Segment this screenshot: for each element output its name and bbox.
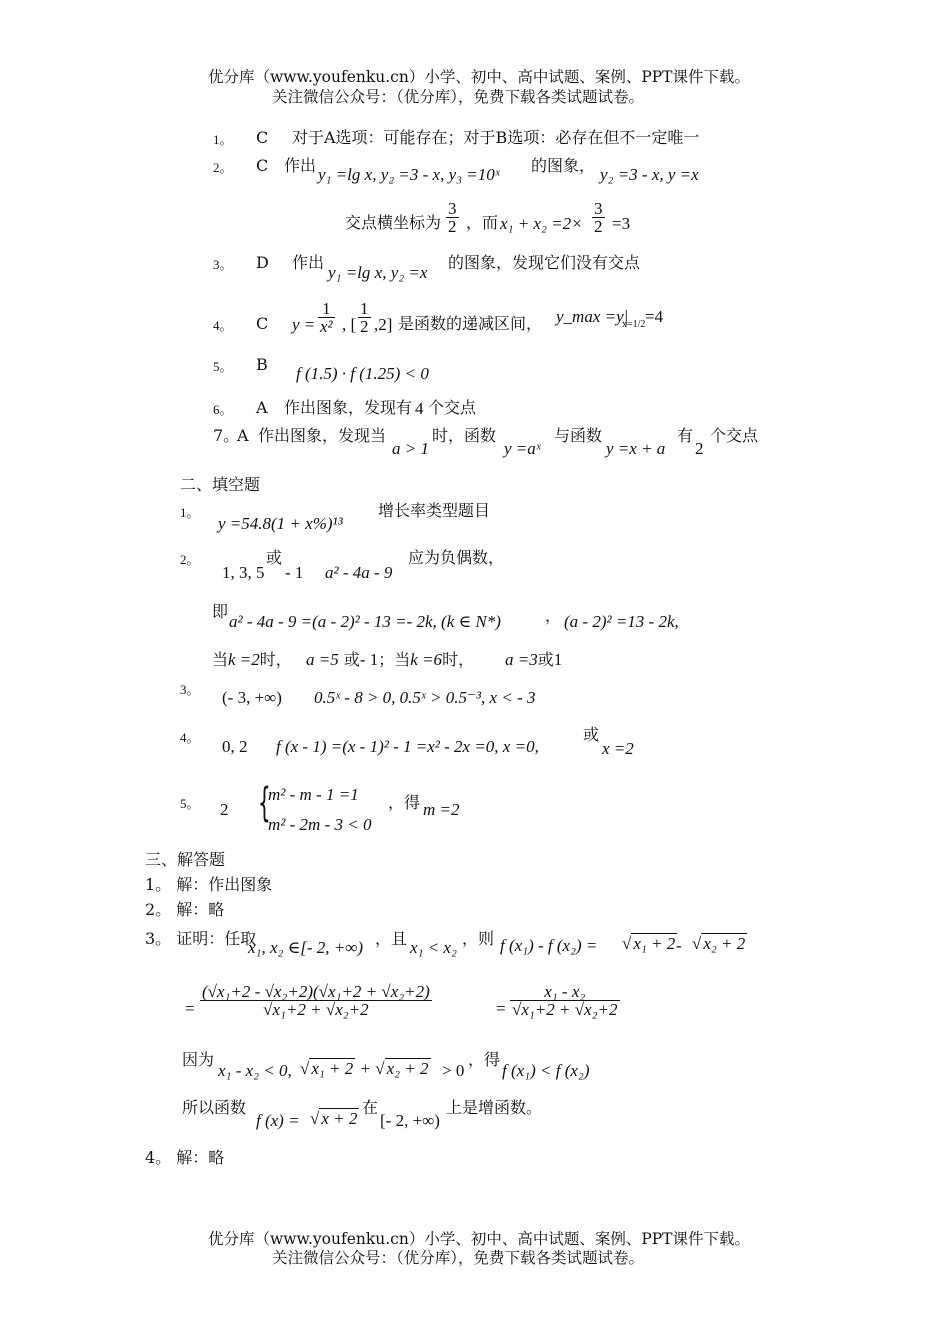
item-text: ，则 <box>462 929 495 948</box>
fraction <box>592 200 605 235</box>
item-text: 作出图象，发现有 <box>284 398 413 417</box>
item-text: 时，函数 <box>432 426 497 445</box>
math-expr: x₁ - x₂ < 0, <box>218 1061 292 1080</box>
math-expr: 0.5ˣ - 8 > 0, 0.5ˣ > 0.5⁻³, x < - 3 <box>314 688 536 707</box>
footer-line-1: 优分库（www.youfenku.cn）小学、初中、高中试题、案例、PPT课件下载。 <box>208 1230 751 1248</box>
text-line <box>505 651 562 668</box>
math-expr: y = <box>292 315 316 334</box>
answer-letter: C <box>256 128 269 147</box>
answer: - 1 <box>285 563 304 582</box>
item-number: 2。 <box>213 160 233 175</box>
math-expr: y_max =y| <box>556 307 629 326</box>
answer: (- 3, +∞) <box>222 688 282 707</box>
item-text: 个交点 <box>710 426 759 445</box>
answer: 0, 2 <box>222 737 248 756</box>
item-number: 7。 <box>213 426 240 445</box>
item-text: 的图象， <box>531 156 596 175</box>
text-part: ；当 <box>378 650 411 669</box>
fraction <box>358 300 371 335</box>
math-expr: , [ <box>342 315 357 334</box>
radicand: x₁ + 2 <box>311 1059 354 1078</box>
answer-letter: A <box>256 398 268 417</box>
math-expr: = <box>496 999 506 1018</box>
radicand: x + 2 <box>321 1109 358 1128</box>
fraction <box>446 200 459 235</box>
header-line-2: 关注微信公众号：（优分库），免费下载各类试题试卷。 <box>272 88 645 106</box>
denominator: 2 <box>448 217 457 236</box>
item-text: 有 <box>677 426 694 445</box>
numerator: 3 <box>448 199 457 218</box>
math-expr: y =54.8(1 + x%)¹³ <box>218 514 343 533</box>
denominator: x² <box>320 317 333 336</box>
item-number: 4。 <box>213 318 233 333</box>
math-expr: f (1.5) · f (1.25) < 0 <box>296 364 429 383</box>
math-expr: - <box>676 936 682 955</box>
denominator: √x₁+2 + √x₂+2 <box>512 1000 618 1019</box>
math-expr: f (x₁) < f (x₂) <box>502 1061 590 1080</box>
item-text: 因为 <box>182 1050 215 1069</box>
item-text: ， <box>545 606 562 625</box>
math-expr: 4 <box>415 399 424 418</box>
text-line <box>306 651 474 668</box>
item-text: 对于A选项：可能存在；对于B选项：必存在但不一定唯一 <box>292 128 700 147</box>
answer: 1, 3, 5 <box>222 563 265 582</box>
math-expr: > 0 <box>442 1061 465 1080</box>
math-expr: m =2 <box>423 800 460 819</box>
math-expr: x =2 <box>602 739 634 758</box>
math-expr: = <box>185 999 195 1018</box>
small-fraction <box>510 983 620 1018</box>
section-title: 三、解答题 <box>145 850 226 869</box>
math-expr: f (x) = <box>256 1111 300 1130</box>
math-expr: f (x₁) - f (x₂) = <box>500 936 598 955</box>
item-text: 交点横坐标为 <box>345 213 442 232</box>
answer-letter: C <box>256 156 269 175</box>
math-expr: m² - m - 1 =1 <box>268 785 359 804</box>
subscript: x=1/2 <box>622 319 646 330</box>
radical: √ x₁ + 2 <box>622 934 676 953</box>
item-text: ，得 <box>468 1050 501 1069</box>
section-title: 二、填空题 <box>180 475 261 494</box>
item-number: 2。 <box>180 552 200 567</box>
text-part: 或 <box>343 650 360 669</box>
item-text: 作出 <box>292 253 325 272</box>
brace-icon: { <box>258 780 271 826</box>
radical: √ x₂ + 2 <box>692 934 746 953</box>
text-part: 时， <box>442 650 475 669</box>
text-part: 当 <box>212 650 229 669</box>
item-text: 作出 <box>284 156 317 175</box>
item-number: 4。 <box>180 730 200 745</box>
item-text: 增长率类型题目 <box>378 501 491 520</box>
math-expr: y₂ =3 - x, y =x <box>600 165 699 184</box>
math-expr: y =aˣ <box>504 439 541 458</box>
math-part: - 1 <box>359 650 379 669</box>
item-text: 与函数 <box>554 426 603 445</box>
footer-line-2: 关注微信公众号：（优分库），免费下载各类试题试卷。 <box>272 1249 645 1267</box>
item-text: 1。 解：作出图象 <box>145 875 273 894</box>
item-text: 上是增函数。 <box>446 1098 543 1117</box>
item-number: 1。 <box>213 132 233 147</box>
math-expr: a > 1 <box>392 439 429 458</box>
item-text: 3。 证明：任取 <box>145 929 257 948</box>
header-line-1: 优分库（www.youfenku.cn）小学、初中、高中试题、案例、PPT课件下载。 <box>208 68 751 86</box>
text-line <box>212 651 292 668</box>
item-text: ，得 <box>388 793 421 812</box>
math-expr: x₁ + x₂ =2× <box>500 214 583 233</box>
math-expr: m² - 2m - 3 < 0 <box>268 815 372 834</box>
item-number: 5。 <box>180 796 200 811</box>
item-text: 即 <box>212 602 229 621</box>
fraction <box>318 300 335 335</box>
item-number: 6。 <box>213 402 233 417</box>
answer-letter: B <box>256 355 268 374</box>
radicand: x₂ + 2 <box>703 934 746 953</box>
item-text: 或 <box>266 548 283 567</box>
math-expr: x₁ < x₂ <box>410 938 457 957</box>
item-number: 3。 <box>180 682 200 697</box>
math-expr: a² - 4a - 9 =(a - 2)² - 13 =- 2k, (k ∈ N*) <box>229 612 501 631</box>
item-number: 3。 <box>213 257 233 272</box>
math-expr: 2 <box>695 439 704 458</box>
math-expr: (a - 2)² =13 - 2k, <box>564 612 679 631</box>
item-text: 在 <box>362 1098 379 1117</box>
numerator: (√x₁+2 - √x₂+2)(√x₁+2 + √x₂+2) <box>202 982 430 1001</box>
numerator: 1 <box>360 299 369 318</box>
math-part: a =5 <box>306 650 339 669</box>
answer: 2 <box>220 800 229 819</box>
item-text: 所以函数 <box>182 1098 247 1117</box>
math-expr: f (x - 1) =(x - 1)² - 1 =x² - 2x =0, x =0, <box>276 737 539 756</box>
math-expr: =4 <box>645 307 664 326</box>
math-part: k =6 <box>410 650 443 669</box>
item-number: 1。 <box>180 505 200 520</box>
denominator: √x₁+2 + √x₂+2 <box>263 1000 369 1019</box>
text-part: 时， <box>259 650 292 669</box>
answer-letter: C <box>256 314 269 333</box>
item-text: 4。 解：略 <box>145 1148 225 1167</box>
math-expr: y₁ =lg x, y₂ =x <box>328 263 428 282</box>
item-text: ，而 <box>466 213 499 232</box>
math-expr: √ x₁ + 2 + √ x₂ + 2 <box>300 1059 429 1078</box>
big-fraction <box>200 983 432 1018</box>
math-expr: ,2] <box>374 315 393 334</box>
radicand: x₁ + 2 <box>633 934 676 953</box>
denominator: 2 <box>594 217 603 236</box>
text-part: 或 <box>537 650 554 669</box>
answer-letter: D <box>256 253 269 272</box>
numerator: 1 <box>318 300 335 318</box>
math-expr: y =x + a <box>606 439 666 458</box>
math-part: 1 <box>553 650 563 669</box>
math-expr: y₁ =lg x, y₂ =3 - x, y₃ =10ˣ <box>318 165 500 184</box>
math-expr: [- 2, +∞) <box>380 1111 440 1130</box>
radical: √ x + 2 <box>310 1109 358 1128</box>
radicand: x₂ + 2 <box>386 1059 429 1078</box>
denominator: 2 <box>360 317 369 336</box>
item-text: 的图象，发现它们没有交点 <box>448 253 641 272</box>
numerator: 3 <box>594 199 603 218</box>
item-number: 5。 <box>213 359 233 374</box>
math-expr: =3 <box>612 214 631 233</box>
item-text: 2。 解：略 <box>145 900 225 919</box>
item-text: ，且 <box>375 929 408 948</box>
item-text: 作出图象，发现当 <box>258 426 387 445</box>
item-text: 是函数的递减区间， <box>398 314 543 333</box>
numerator: x₁ - x₂ <box>510 983 620 1001</box>
math-part: a =3 <box>505 650 538 669</box>
math-part: k =2 <box>228 650 260 669</box>
item-text: 或 <box>583 725 600 744</box>
answer-letter: A <box>237 426 249 445</box>
math-expr: x₁, x₂ ∈[- 2, +∞) <box>248 938 364 957</box>
math-expr: a² - 4a - 9 <box>325 563 393 582</box>
item-text: 应为负偶数， <box>408 548 505 567</box>
item-text: 个交点 <box>428 398 477 417</box>
